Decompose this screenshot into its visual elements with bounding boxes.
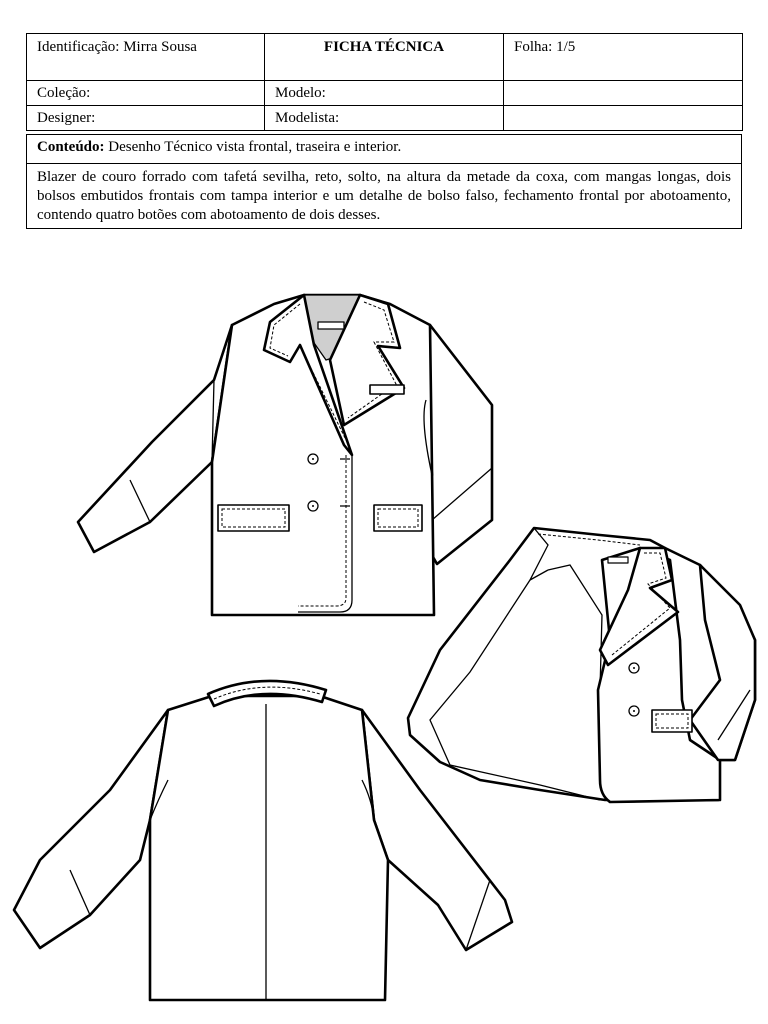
model-cell: Modelo: bbox=[265, 81, 504, 106]
content-text: Desenho Técnico vista frontal, traseira e interior. bbox=[108, 139, 402, 155]
content-label: Conteúdo: bbox=[37, 139, 105, 155]
sheet-page-cell: Folha: 1/5 bbox=[504, 34, 743, 81]
empty-cell bbox=[504, 106, 743, 131]
technical-sheet bbox=[26, 33, 742, 229]
interior-view-drawing bbox=[408, 528, 755, 802]
pattern-maker-cell: Modelista: bbox=[265, 106, 504, 131]
front-chest-pocket bbox=[370, 385, 404, 394]
front-label bbox=[318, 322, 344, 329]
content-heading bbox=[27, 135, 741, 164]
interior-pocket-flap bbox=[652, 710, 692, 732]
designer-cell: Designer: bbox=[27, 106, 265, 131]
technical-drawings bbox=[0, 270, 768, 1024]
collection-cell: Coleção: bbox=[27, 81, 265, 106]
front-view-drawing bbox=[78, 295, 492, 615]
interior-label bbox=[608, 557, 628, 563]
empty-cell bbox=[504, 81, 743, 106]
content-box bbox=[26, 134, 742, 229]
back-left-sleeve bbox=[14, 710, 168, 948]
garment-description: Blazer de couro forrado com tafetá sevilha, reto, solto, na altura da metade da coxa, com mangas longas, dois bolsos embutidos frontais com tampa interior e um detalhe de bolso falso, fechamento frontal por abotoamento, contendo quatro botões com abotoamento de dois desses. bbox=[37, 169, 731, 223]
front-left-sleeve bbox=[78, 325, 232, 552]
back-body bbox=[150, 696, 388, 1000]
identification-cell: Identificação: Mirra Sousa bbox=[27, 34, 265, 81]
sheet-title: FICHA TÉCNICA bbox=[265, 34, 504, 81]
header-table bbox=[26, 33, 743, 131]
